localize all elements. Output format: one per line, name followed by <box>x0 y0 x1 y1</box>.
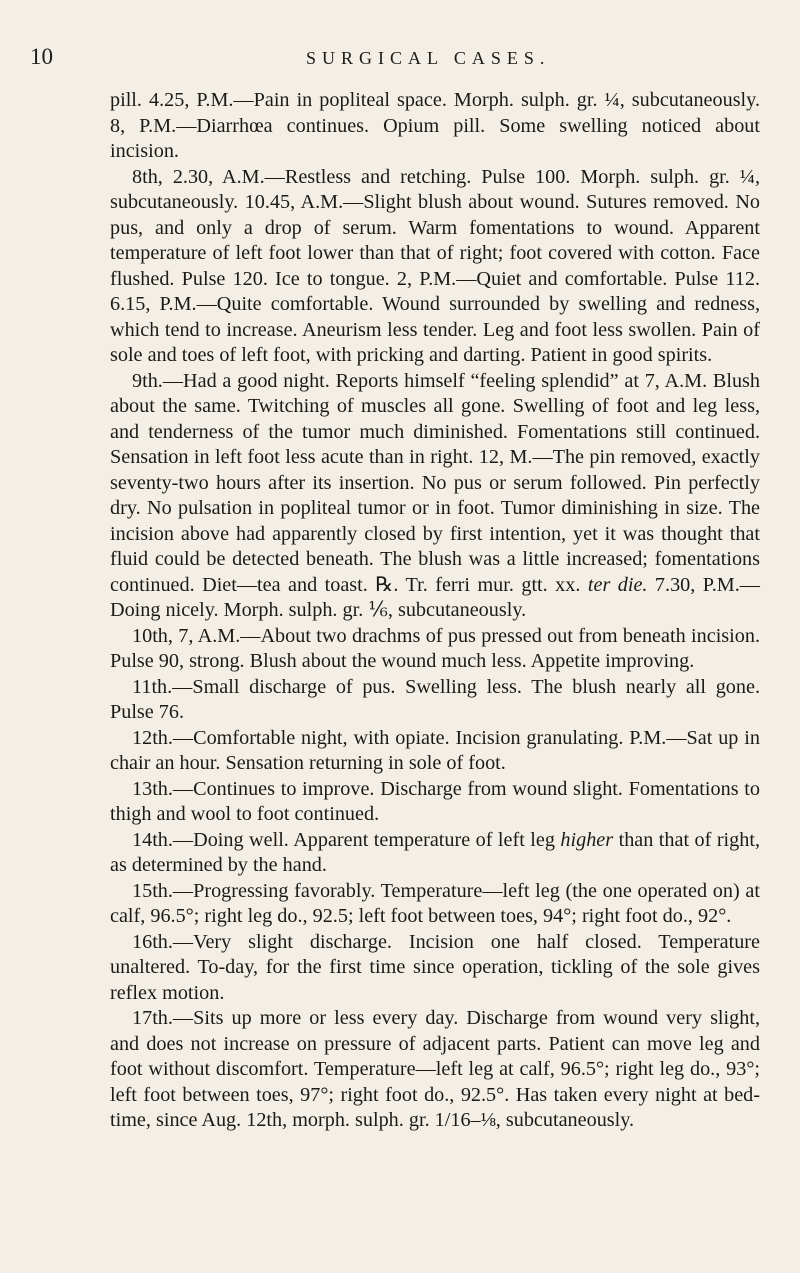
para-15th <box>110 879 760 930</box>
text-run: 12th.—Comfortable night, with opiate. Incision granulating. P.M.—Sat up in chair an hour. Sensation returning in sole of foot. <box>110 726 760 774</box>
text-run: 8th, 2.30, A.M.—Restless and retching. Pulse 100. Morph. sulph. gr. ¼, subcutaneously. 10.45, A.M.—Slight blush about wound. Sutures removed. No pus, and only a drop of serum. Warm fomentations to wound. Apparent temperature of left foot lower than that of right; foot covered with cotton. Face flushed. Pulse 120. Ice to tongue. 2, P.M.—Quiet and comfortable. Pulse 112. 6.15, P.M.—Quite comfortable. Wound surrounded by swelling and redness, which tend to increase. Aneurism less tender. Leg and foot less swollen. Pain of sole and toes of left foot, with pricking and darting. Patient in good spirits. <box>110 165 760 366</box>
text-run: 16th.—Very slight discharge. Incision one half closed. Temperature unaltered. To-day, for the first time since operation, tickling of the sole gives reflex motion. <box>110 930 760 1004</box>
para-14th <box>110 828 760 879</box>
text-run: pill. 4.25, P.M.—Pain in popliteal space. Morph. sulph. gr. ¼, subcutaneously. 8, P.M.—Diarrhœa continues. Opium pill. Some swelling noticed about incision. <box>110 89 760 162</box>
para-continuation <box>110 88 760 165</box>
para-12th <box>110 726 760 777</box>
text-run: 11th.—Small discharge of pus. Swelling less. The blush nearly all gone. Pulse 76. <box>110 675 760 723</box>
text-run: 13th.—Continues to improve. Discharge from wound slight. Fomentations to thigh and wool to foot continued. <box>110 777 760 825</box>
para-16th <box>110 930 760 1007</box>
text-run: 15th.—Progressing favorably. Temperature—left leg (the one operated on) at calf, 96.5°; right leg do., 92.5; left foot between toes, 94°; right foot do., 92°. <box>110 879 760 927</box>
para-9th <box>110 369 760 624</box>
text-run: 17th.—Sits up more or less every day. Discharge from wound very slight, and does not increase on pressure of adjacent parts. Patient can move leg and foot without discomfort. Temperature—left leg at calf, 96.5°; right leg do., 93°; left foot between toes, 97°; right foot do., 92.5°. Has taken every night at bed-time, since Aug. 12th, morph. sulph. gr. 1/16–⅛, subcutaneously. <box>110 1007 760 1131</box>
text-run: 9th.—Had a good night. Reports himself “feeling splendid” at 7, A.M. Blush about the same. Twitching of muscles all gone. Swelling of foot and leg less, and tenderness of the tumor much diminished. Fomentations still continued. Sensation in left foot less acute than in right. 12, M.—The pin removed, exactly seventy-two hours after its insertion. No pus or serum followed. Pin perfectly dry. No pulsation in popliteal tumor or in foot. Tumor diminishing in size. The incision above had apparently closed by first intention, yet it was thought that fluid could be detected beneath. The blush was a little increased; fomentations continued. Diet—tea and toast. ℞. Tr. ferri mur. gtt. xx. <box>110 369 760 596</box>
para-13th <box>110 777 760 828</box>
para-10th <box>110 624 760 675</box>
running-head: SURGICAL CASES. <box>306 48 551 68</box>
text-run: 10th, 7, A.M.—About two drachms of pus pressed out from beneath incision. Pulse 90, strong. Blush about the wound much less. Appetite improving. <box>110 624 760 672</box>
text-run: 7.30, P.M.—Doing nicely. Morph. sulph. gr. ⅙, subcutaneously. <box>110 573 760 621</box>
body-text <box>110 88 760 1134</box>
page-header <box>30 40 760 76</box>
para-8th <box>110 165 760 369</box>
page-number: 10 <box>30 44 53 69</box>
para-17th <box>110 1006 760 1134</box>
text-run: than that of right, as determined by the hand. <box>110 828 760 876</box>
text-run: 14th.—Doing well. Apparent temperature of left leg <box>132 828 561 851</box>
para-11th <box>110 675 760 726</box>
italic-text: higher <box>560 828 614 851</box>
italic-text: ter die. <box>587 573 648 596</box>
